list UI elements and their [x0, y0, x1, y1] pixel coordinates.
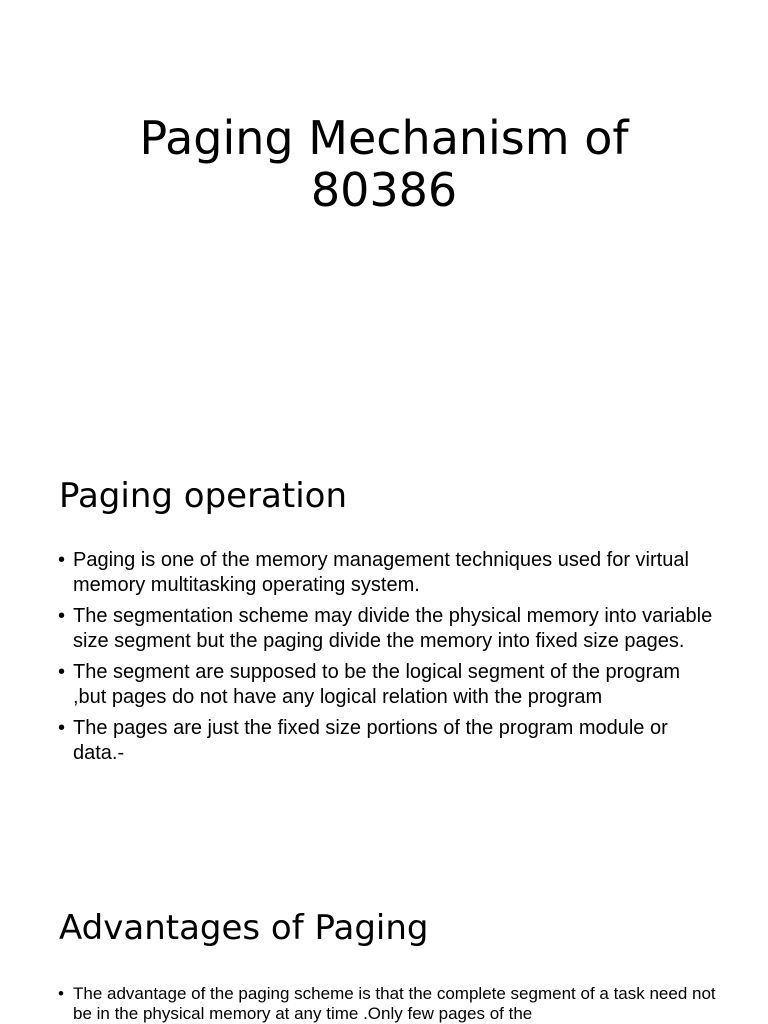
slide-paging-operation [0, 432, 768, 864]
list-item-text: Paging is one of the memory management techniques used for virtual memory multitasking operating system. [73, 549, 689, 596]
title-line-2: 80386 [310, 163, 458, 217]
title-line-1: Paging Mechanism of [139, 111, 629, 165]
slide-heading: Paging operation [59, 476, 348, 516]
list-item [58, 548, 718, 598]
slide-advantages-of-paging [0, 864, 768, 1024]
slide-heading: Advantages of Paging [59, 908, 429, 948]
bullet-list [58, 548, 718, 772]
list-item [58, 660, 718, 710]
list-item-text: The segment are supposed to be the logical segment of the program ,but pages do not have any logical relation with the program [73, 661, 681, 708]
list-item-text: The segmentation scheme may divide the physical memory into variable size segment but the paging divide the memory into fixed size pages. [73, 605, 713, 652]
slide-title [0, 0, 768, 432]
bullet-icon: • [58, 549, 66, 571]
bullet-icon: • [58, 717, 66, 739]
presentation-title [0, 112, 768, 216]
bullet-icon: • [58, 661, 66, 683]
bullet-icon: • [58, 984, 64, 1003]
list-item [58, 984, 718, 1024]
list-item [58, 604, 718, 654]
list-item-text: The advantage of the paging scheme is that the complete segment of a task need not be in the physical memory at any time .Only few pages of the [73, 984, 716, 1023]
bullet-list [58, 984, 718, 1024]
list-item [58, 716, 718, 766]
list-item-text: The pages are just the fixed size portions of the program module or data.- [73, 717, 668, 764]
bullet-icon: • [58, 605, 66, 627]
